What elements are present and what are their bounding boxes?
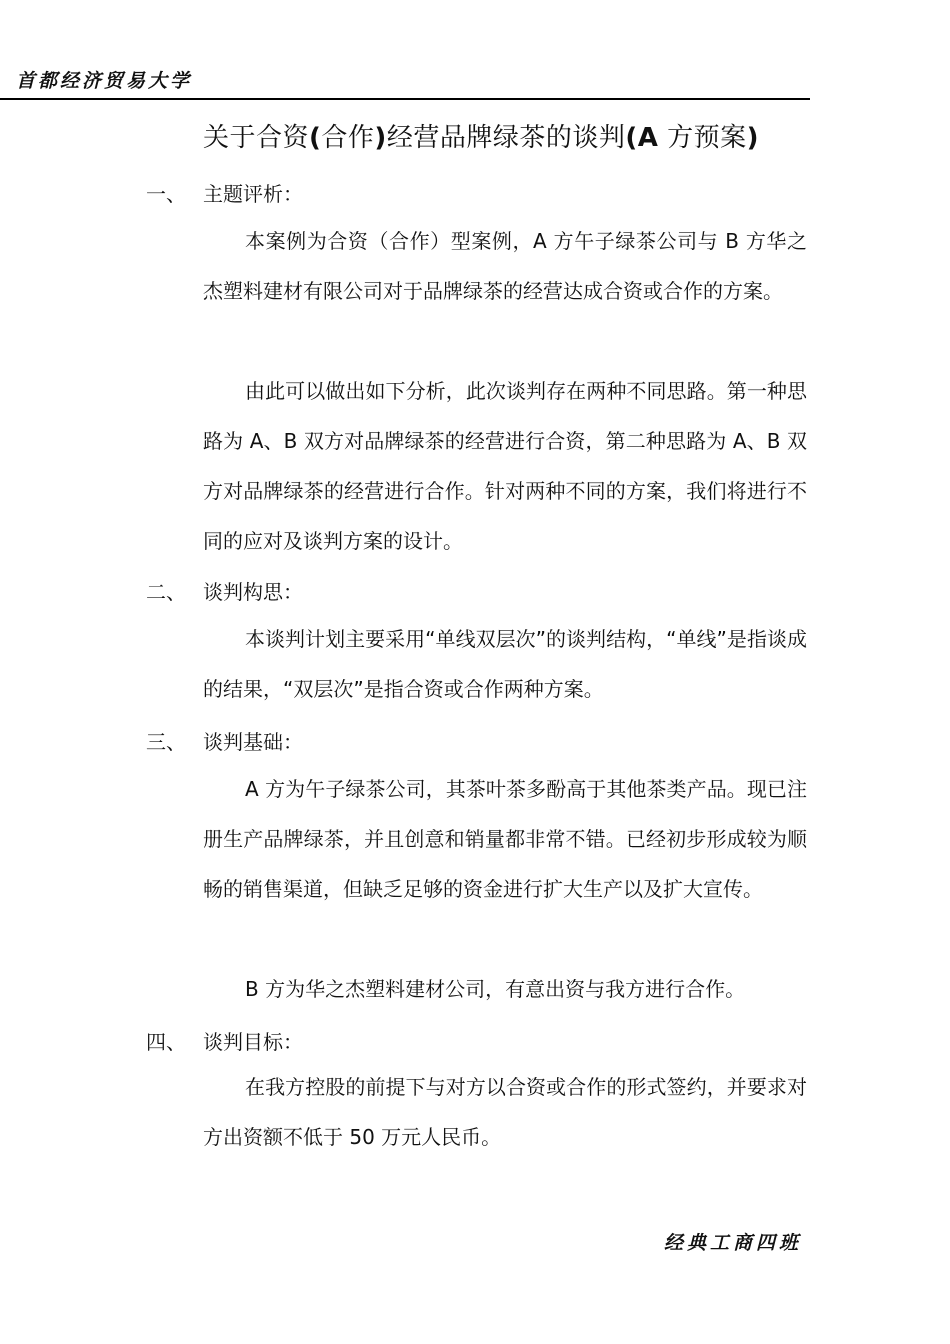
footer-class-name: 经典工商四班 bbox=[663, 1232, 802, 1254]
section-1-title: 主题评析： bbox=[203, 182, 303, 206]
section-3-number: 三、 bbox=[146, 730, 186, 754]
title-prefix: 关于合资 bbox=[203, 123, 310, 153]
section-2-paragraph-1: 本谈判计划主要采用“单线双层次”的谈判结构，“单线”是指谈成的结果，“双层次”是指合资或合作两种方案。 bbox=[203, 627, 807, 701]
section-1-number: 一、 bbox=[146, 182, 186, 206]
title-paren-close-1: ) bbox=[374, 123, 387, 153]
title-paren-open-2: (A bbox=[625, 123, 659, 153]
section-1-paragraph-1: 本案例为合资（合作）型案例，A 方午子绿茶公司与 B 方华之杰塑料建材有限公司对于品牌绿茶的经营达成合资或合作的方案。 bbox=[203, 229, 807, 303]
section-4-number: 四、 bbox=[146, 1030, 186, 1054]
section-2-title: 谈判构思： bbox=[203, 580, 303, 604]
section-2-number: 二、 bbox=[146, 580, 186, 604]
section-3-paragraph-2: B 方为华之杰塑料建材公司，有意出资与我方进行合作。 bbox=[245, 977, 746, 1001]
section-4-title: 谈判目标： bbox=[203, 1030, 303, 1054]
title-mid-2: 经营品牌绿茶的谈判 bbox=[386, 123, 626, 153]
section-1-paragraph-2: 由此可以做出如下分析，此次谈判存在两种不同思路。第一种思路为 A、B 双方对品牌绿茶的经营进行合资，第二种思路为 A、B 双方对品牌绿茶的经营进行合作。针对两种不同的方案，我们将进行不同的应对及谈判方案的设计。 bbox=[203, 379, 807, 553]
title-paren-open-1: ( bbox=[309, 123, 322, 153]
title-mid-3: 方预案 bbox=[658, 123, 747, 153]
section-3-title: 谈判基础： bbox=[203, 730, 303, 754]
section-4-paragraph-1: 在我方控股的前提下与对方以合资或合作的形式签约，并要求对方出资额不低于 50 万元人民币。 bbox=[203, 1075, 807, 1149]
document-title bbox=[203, 117, 759, 154]
section-3-paragraph-1: A 方为午子绿茶公司，其茶叶茶多酚高于其他茶类产品。现已注册生产品牌绿茶，并且创意和销量都非常不错。已经初步形成较为顺畅的销售渠道，但缺乏足够的资金进行扩大生产以及扩大宣传。 bbox=[203, 777, 807, 901]
title-mid-1: 合作 bbox=[321, 123, 375, 153]
header-university: 首都经济贸易大学 bbox=[16, 70, 193, 92]
header-rule bbox=[0, 98, 810, 100]
title-paren-close-2: ) bbox=[746, 123, 759, 153]
